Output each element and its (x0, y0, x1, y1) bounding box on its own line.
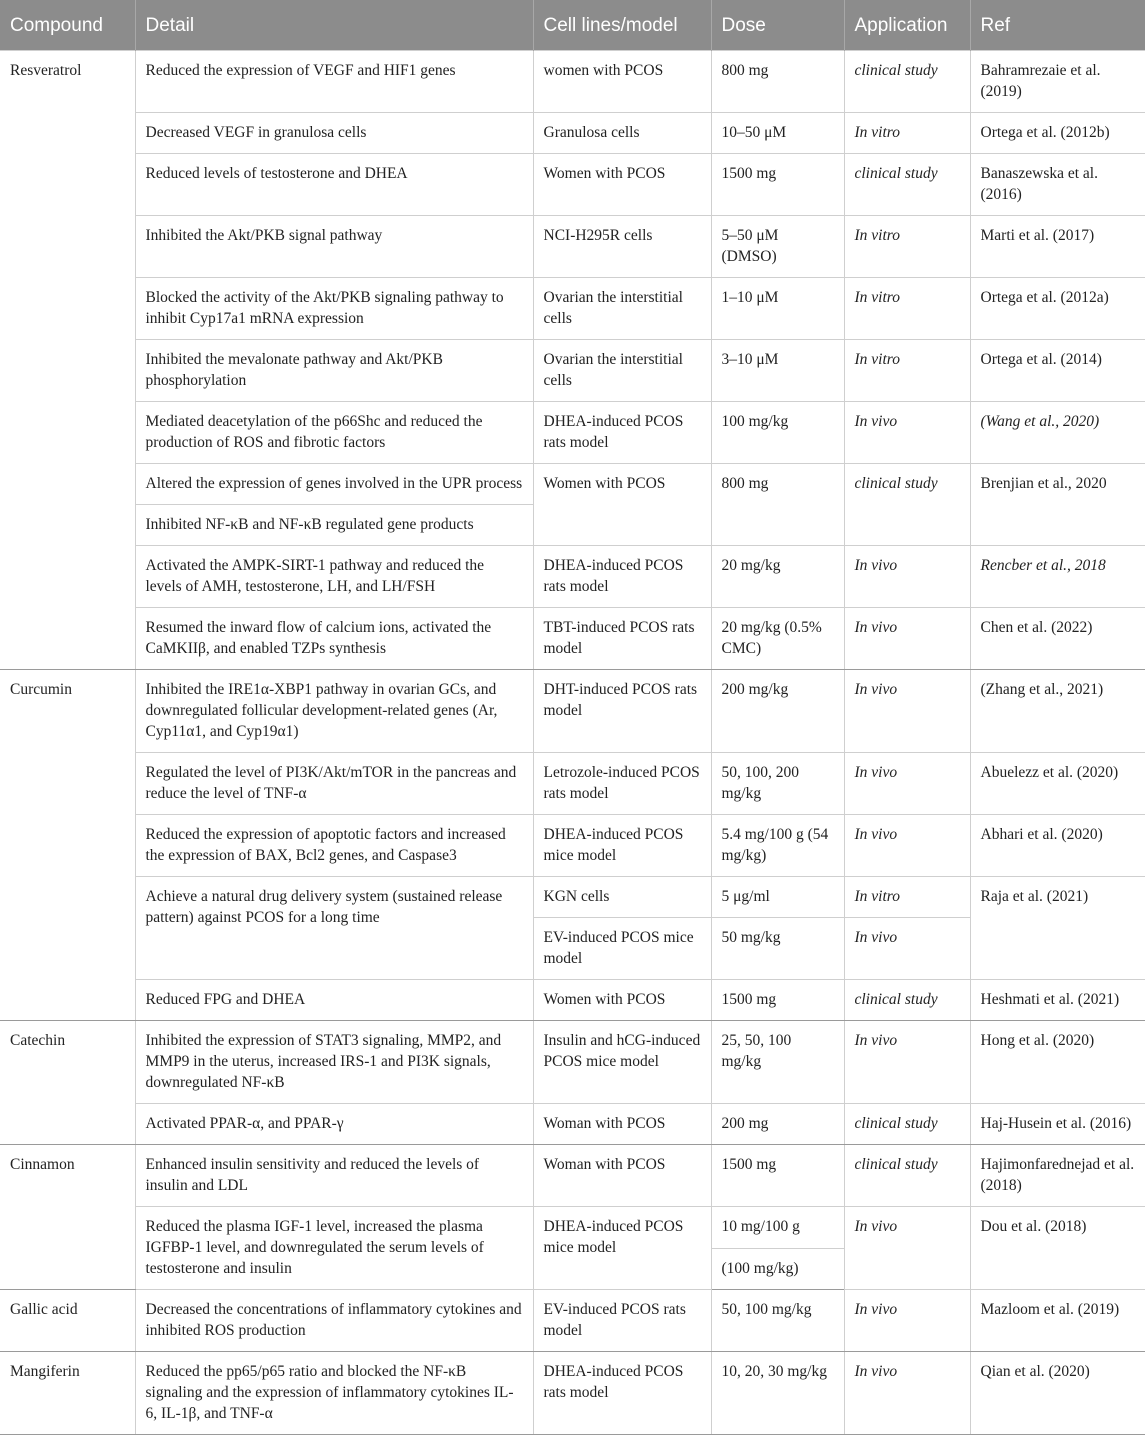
application-cell: In vitro (844, 216, 970, 278)
table-row (0, 1352, 1145, 1435)
detail-cell: Reduced FPG and DHEA (135, 980, 533, 1021)
ref-cell: (Wang et al., 2020) (970, 402, 1145, 464)
header-ref: Ref (970, 0, 1145, 51)
application-cell: In vivo (844, 608, 970, 670)
dose-cell: 1500 mg (711, 154, 844, 216)
ref-cell: Abhari et al. (2020) (970, 815, 1145, 877)
table-row (0, 877, 1145, 918)
dose-cell: 200 mg (711, 1104, 844, 1145)
dose-cell: 800 mg (711, 464, 844, 546)
application-cell: In vitro (844, 877, 970, 918)
dose-cell: 5–50 μM (DMSO) (711, 216, 844, 278)
model-cell: Woman with PCOS (533, 1104, 711, 1145)
ref-cell: Hong et al. (2020) (970, 1021, 1145, 1104)
table-row (0, 546, 1145, 608)
detail-cell: Inhibited the Akt/PKB signal pathway (135, 216, 533, 278)
application-cell: In vivo (844, 1352, 970, 1435)
table-row (0, 1290, 1145, 1352)
dose-cell: 800 mg (711, 51, 844, 113)
detail-cell: Reduced the expression of apoptotic factors and increased the expression of BAX, Bcl2 genes, and Caspase3 (135, 815, 533, 877)
header-row (0, 0, 1145, 51)
dose-cell: 10, 20, 30 mg/kg (711, 1352, 844, 1435)
compound-cell: Mangiferin (0, 1352, 135, 1435)
table-row (0, 51, 1145, 113)
ref-cell: Rencber et al., 2018 (970, 546, 1145, 608)
detail-cell: Inhibited NF-κB and NF-κB regulated gene products (135, 505, 533, 546)
application-cell: In vivo (844, 753, 970, 815)
header-model: Cell lines/model (533, 0, 711, 51)
dose-cell: 50, 100, 200 mg/kg (711, 753, 844, 815)
ref-cell: Abuelezz et al. (2020) (970, 753, 1145, 815)
model-cell: Insulin and hCG-induced PCOS mice model (533, 1021, 711, 1104)
application-cell: In vivo (844, 402, 970, 464)
ref-cell: Banaszewska et al. (2016) (970, 154, 1145, 216)
detail-cell: Decreased the concentrations of inflammatory cytokines and inhibited ROS production (135, 1290, 533, 1352)
model-cell: Ovarian the interstitial cells (533, 340, 711, 402)
application-cell: In vitro (844, 278, 970, 340)
detail-cell: Mediated deacetylation of the p66Shc and reduced the production of ROS and fibrotic factors (135, 402, 533, 464)
ref-cell: Bahramrezaie et al. (2019) (970, 51, 1145, 113)
dose-cell: 10 mg/100 g (711, 1207, 844, 1249)
dose-cell: 20 mg/kg (0.5% CMC) (711, 608, 844, 670)
ref-cell: Ortega et al. (2014) (970, 340, 1145, 402)
ref-cell: Chen et al. (2022) (970, 608, 1145, 670)
compound-cell: Cinnamon (0, 1145, 135, 1290)
detail-cell: Decreased VEGF in granulosa cells (135, 113, 533, 154)
detail-cell: Reduced the pp65/p65 ratio and blocked the NF-κB signaling and the expression of inflammatory cytokines IL-6, IL-1β, and TNF-α (135, 1352, 533, 1435)
header-application: Application (844, 0, 970, 51)
ref-cell: Dou et al. (2018) (970, 1207, 1145, 1290)
table-row (0, 278, 1145, 340)
application-cell: clinical study (844, 154, 970, 216)
ref-cell: Brenjian et al., 2020 (970, 464, 1145, 546)
dose-cell: 200 mg/kg (711, 670, 844, 753)
model-cell: DHEA-induced PCOS rats model (533, 402, 711, 464)
table-row (0, 753, 1145, 815)
detail-cell: Inhibited the mevalonate pathway and Akt/PKB phosphorylation (135, 340, 533, 402)
header-dose: Dose (711, 0, 844, 51)
table-row (0, 1207, 1145, 1249)
table-row (0, 1021, 1145, 1104)
model-cell: DHEA-induced PCOS rats model (533, 1352, 711, 1435)
dose-cell: 1–10 μM (711, 278, 844, 340)
ref-cell: Haj-Husein et al. (2016) (970, 1104, 1145, 1145)
dose-cell: 10–50 μM (711, 113, 844, 154)
compound-cell: Resveratrol (0, 51, 135, 670)
dose-cell: 1500 mg (711, 1145, 844, 1207)
application-cell: In vivo (844, 1021, 970, 1104)
model-cell: Women with PCOS (533, 464, 711, 546)
detail-cell: Reduced levels of testosterone and DHEA (135, 154, 533, 216)
ref-cell: Qian et al. (2020) (970, 1352, 1145, 1435)
detail-cell: Blocked the activity of the Akt/PKB signaling pathway to inhibit Cyp17a1 mRNA expression (135, 278, 533, 340)
table-row (0, 402, 1145, 464)
detail-cell: Reduced the plasma IGF-1 level, increased the plasma IGFBP-1 level, and downregulated the serum levels of testosterone and insulin (135, 1207, 533, 1290)
header-detail: Detail (135, 0, 533, 51)
dose-cell: 1500 mg (711, 980, 844, 1021)
model-cell: EV-induced PCOS rats model (533, 1290, 711, 1352)
dose-cell: 5.4 mg/100 g (54 mg/kg) (711, 815, 844, 877)
application-cell: In vivo (844, 1207, 970, 1290)
model-cell: Women with PCOS (533, 154, 711, 216)
application-cell: In vitro (844, 113, 970, 154)
model-cell: Woman with PCOS (533, 1145, 711, 1207)
compound-cell: Curcumin (0, 670, 135, 1021)
dose-cell: 3–10 μM (711, 340, 844, 402)
ref-cell: Heshmati et al. (2021) (970, 980, 1145, 1021)
dose-cell: 50, 100 mg/kg (711, 1290, 844, 1352)
table-row (0, 670, 1145, 753)
model-cell: Ovarian the interstitial cells (533, 278, 711, 340)
application-cell: In vivo (844, 1290, 970, 1352)
compound-cell: Catechin (0, 1021, 135, 1145)
application-cell: clinical study (844, 980, 970, 1021)
header-compound: Compound (0, 0, 135, 51)
application-cell: In vivo (844, 670, 970, 753)
model-cell: KGN cells (533, 877, 711, 918)
table-row (0, 216, 1145, 278)
table-row (0, 608, 1145, 670)
detail-cell: Inhibited the IRE1α-XBP1 pathway in ovarian GCs, and downregulated follicular development-related genes (Ar, Cyp11α1, and Cyp19α1) (135, 670, 533, 753)
model-cell: Letrozole-induced PCOS rats model (533, 753, 711, 815)
application-cell: In vitro (844, 340, 970, 402)
table-row (0, 1145, 1145, 1207)
table-row (0, 340, 1145, 402)
dose-cell: 50 mg/kg (711, 918, 844, 980)
ref-cell: Raja et al. (2021) (970, 877, 1145, 980)
model-cell: Women with PCOS (533, 980, 711, 1021)
detail-cell: Regulated the level of PI3K/Akt/mTOR in the pancreas and reduce the level of TNF-α (135, 753, 533, 815)
table-row (0, 464, 1145, 505)
detail-cell: Resumed the inward flow of calcium ions, activated the CaMKIIβ, and enabled TZPs synthesis (135, 608, 533, 670)
ref-cell: Marti et al. (2017) (970, 216, 1145, 278)
ref-cell: Hajimonfarednejad et al. (2018) (970, 1145, 1145, 1207)
detail-cell: Altered the expression of genes involved in the UPR process (135, 464, 533, 505)
application-cell: In vivo (844, 918, 970, 980)
application-cell: clinical study (844, 1104, 970, 1145)
detail-cell: Activated the AMPK-SIRT-1 pathway and reduced the levels of AMH, testosterone, LH, and LH/FSH (135, 546, 533, 608)
application-cell: In vivo (844, 815, 970, 877)
ref-cell: (Zhang et al., 2021) (970, 670, 1145, 753)
detail-cell: Inhibited the expression of STAT3 signaling, MMP2, and MMP9 in the uterus, increased IRS-1 and PI3K signals, downregulated NF-κB (135, 1021, 533, 1104)
detail-cell: Achieve a natural drug delivery system (sustained release pattern) against PCOS for a long time (135, 877, 533, 980)
dose-cell: (100 mg/kg) (711, 1248, 844, 1290)
application-cell: clinical study (844, 464, 970, 546)
ref-cell: Ortega et al. (2012a) (970, 278, 1145, 340)
detail-cell: Enhanced insulin sensitivity and reduced the levels of insulin and LDL (135, 1145, 533, 1207)
table-row (0, 113, 1145, 154)
model-cell: DHT-induced PCOS rats model (533, 670, 711, 753)
application-cell: clinical study (844, 51, 970, 113)
model-cell: DHEA-induced PCOS mice model (533, 1207, 711, 1290)
detail-cell: Activated PPAR-α, and PPAR-γ (135, 1104, 533, 1145)
table-row (0, 1104, 1145, 1145)
model-cell: Granulosa cells (533, 113, 711, 154)
model-cell: EV-induced PCOS mice model (533, 918, 711, 980)
dose-cell: 20 mg/kg (711, 546, 844, 608)
table-row (0, 815, 1145, 877)
dose-cell: 100 mg/kg (711, 402, 844, 464)
detail-cell: Reduced the expression of VEGF and HIF1 genes (135, 51, 533, 113)
table-row (0, 980, 1145, 1021)
dose-cell: 25, 50, 100 mg/kg (711, 1021, 844, 1104)
model-cell: women with PCOS (533, 51, 711, 113)
table-row (0, 154, 1145, 216)
application-cell: In vivo (844, 546, 970, 608)
model-cell: DHEA-induced PCOS mice model (533, 815, 711, 877)
model-cell: NCI-H295R cells (533, 216, 711, 278)
compound-cell: Gallic acid (0, 1290, 135, 1352)
dose-cell: 5 μg/ml (711, 877, 844, 918)
ref-cell: Ortega et al. (2012b) (970, 113, 1145, 154)
ref-cell: Mazloom et al. (2019) (970, 1290, 1145, 1352)
model-cell: TBT-induced PCOS rats model (533, 608, 711, 670)
application-cell: clinical study (844, 1145, 970, 1207)
model-cell: DHEA-induced PCOS rats model (533, 546, 711, 608)
